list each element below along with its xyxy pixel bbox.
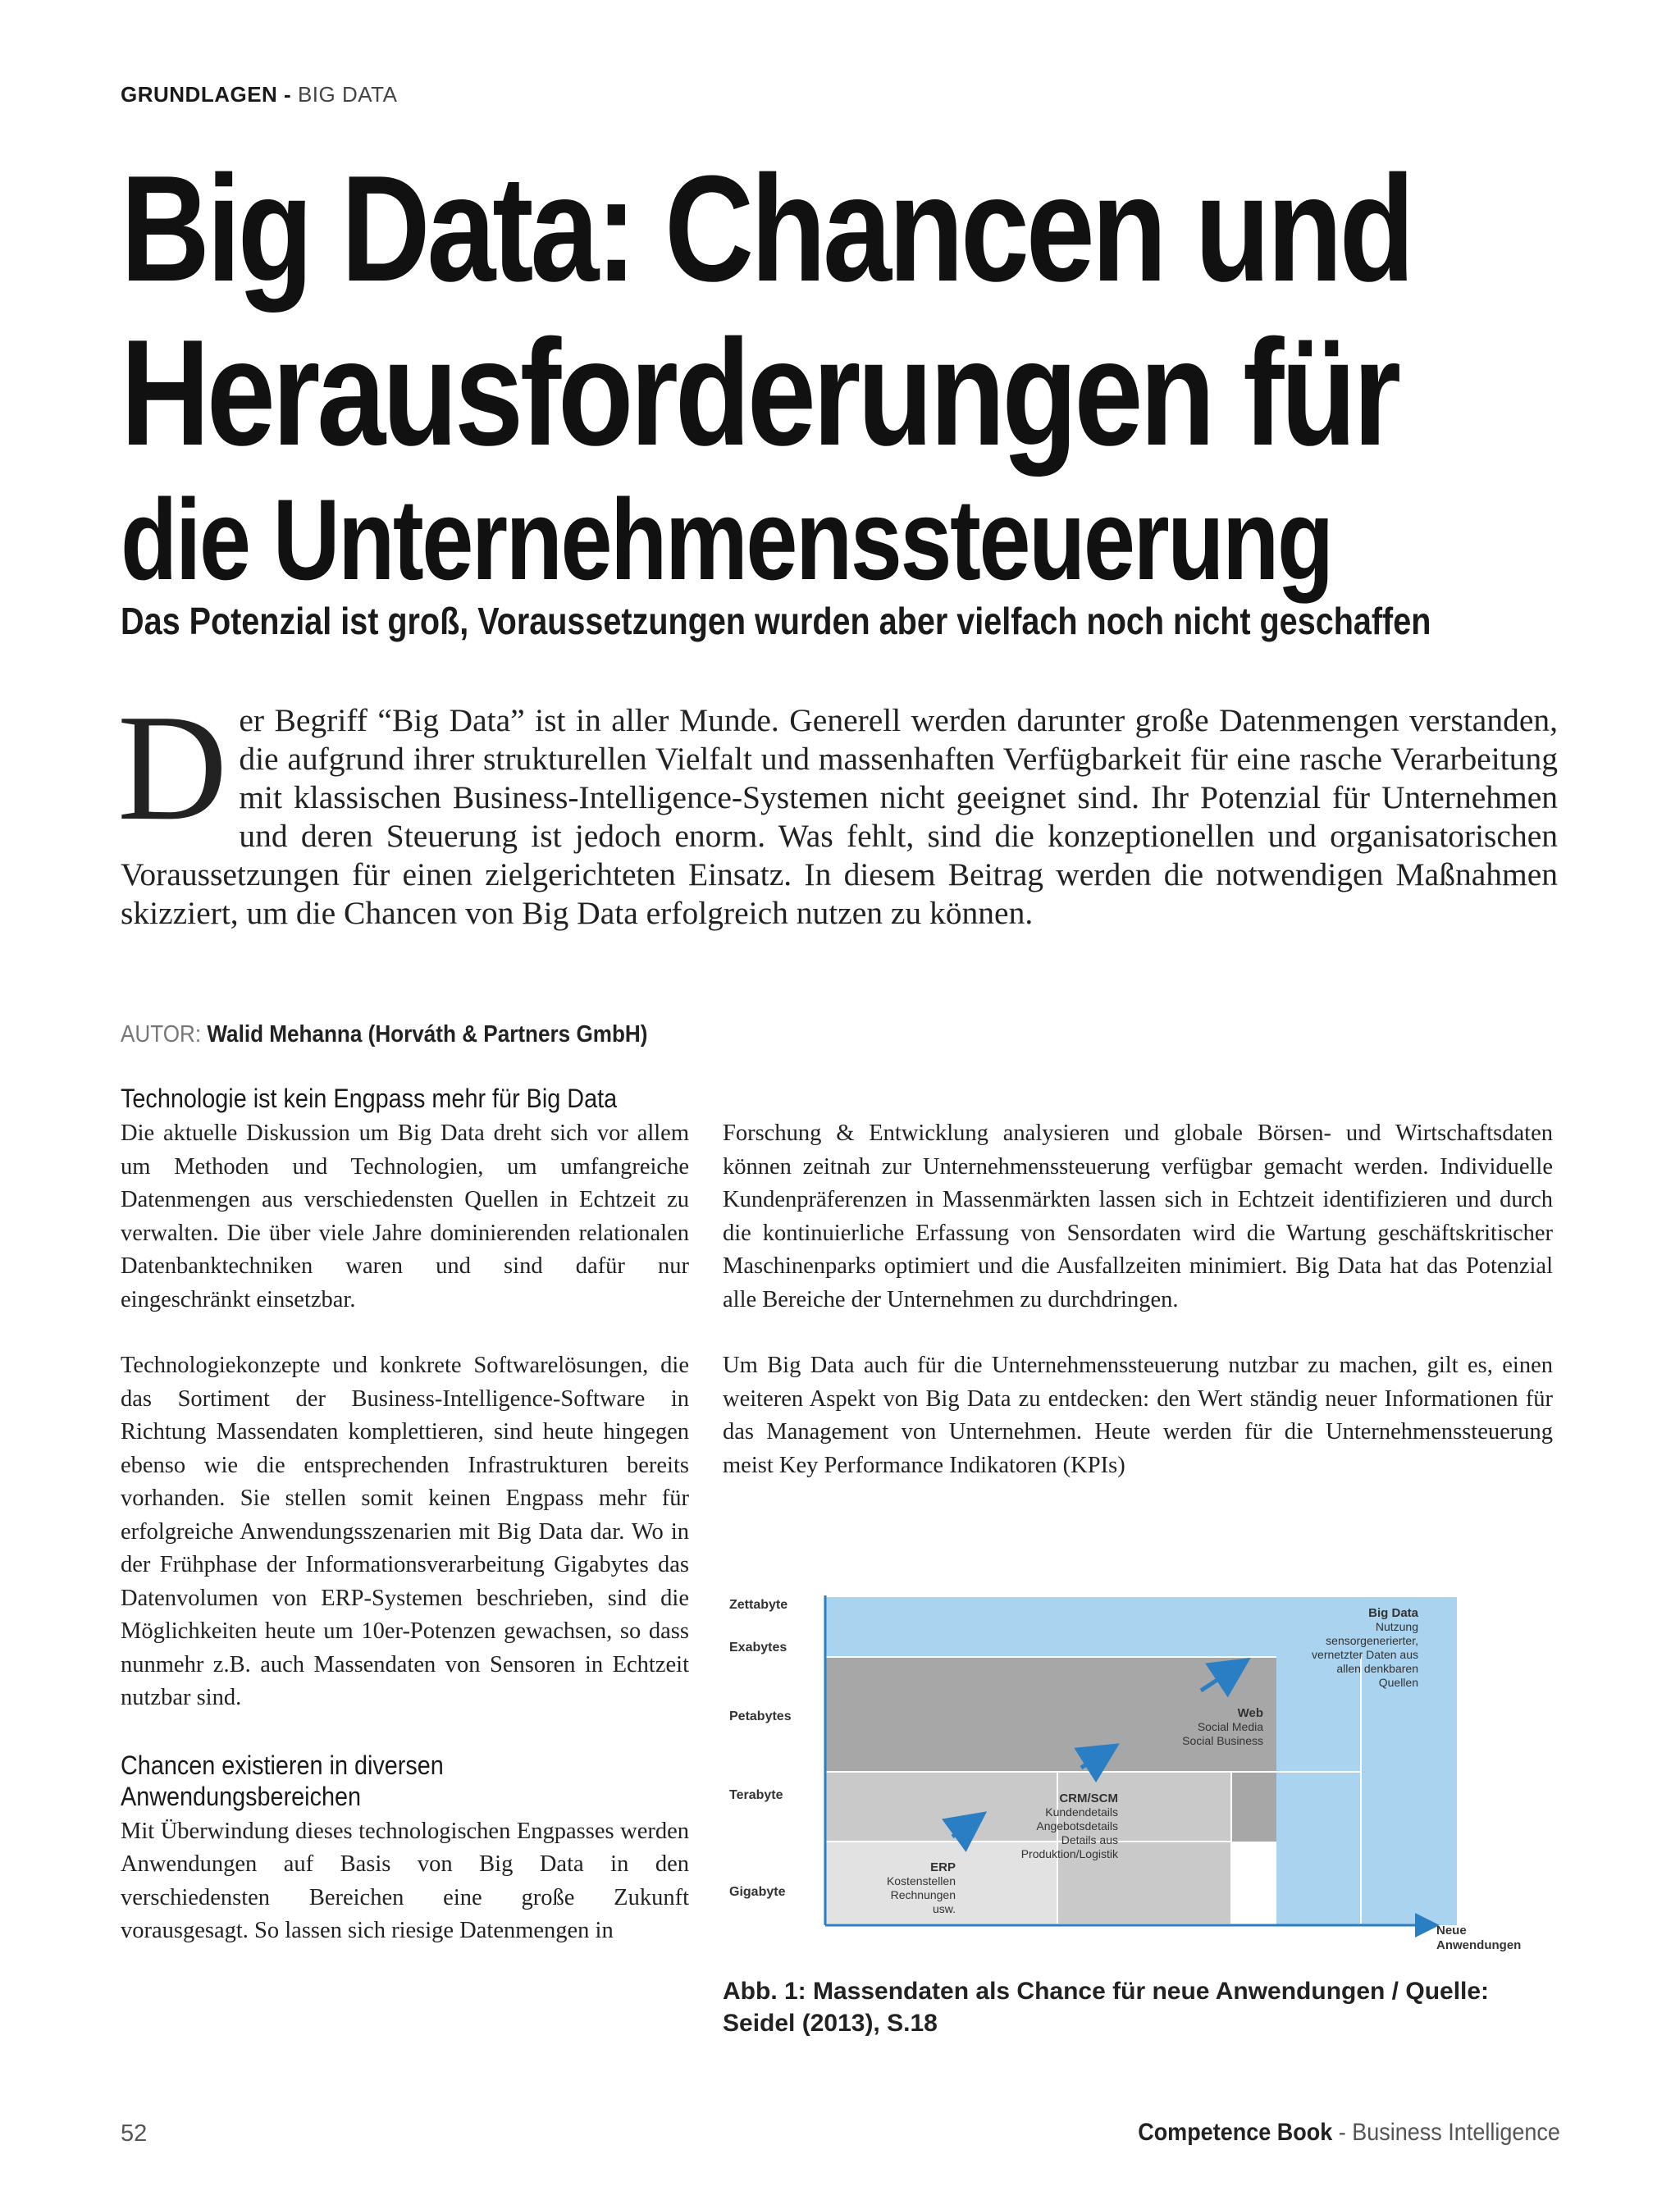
y-label-gigabyte: Gigabyte: [729, 1885, 786, 1899]
footer-book: Competence Book: [1138, 2119, 1333, 2146]
erp-line-1: Kostenstellen: [886, 1874, 956, 1887]
paragraph-technology-2: Technologiekonzepte und konkrete Softwarelösungen, die das Sortiment der Business-Intelligence-Software in Richtung Massendaten komplettieren, sind heute hingegen ebenso wie die entsprechenden Infrastrukturen bereits vorhanden. Sie stellen somit keinen Engpass mehr für erfolgreiche Anwendungsszenarien mit Big Data dar. Wo in der Frühphase der Informationsverarbeitung Gigabytes das Datenvolumen von ERP-Systemen beschrieben, sind die Möglichkeiten heute um 10er-Potenzen gewachsen, so dass nunmehr z.B. auch Massendaten von Sensoren in Echtzeit nutzbar sind.: [121, 1353, 689, 1710]
lead-paragraph: [117, 683, 1558, 933]
author-label: AUTOR:: [121, 1021, 208, 1048]
article-title: [121, 146, 1564, 605]
figure-caption: Abb. 1: Massendaten als Chance für neue Anwendungen / Quelle: Seidel (2013), S.18: [723, 1978, 1490, 2037]
x-label-line-2: Anwendungen: [1436, 1938, 1522, 1952]
footer-topic: Business Intelligence: [1352, 2119, 1560, 2146]
erp-title: ERP: [930, 1860, 956, 1874]
y-label-exabytes: Exabytes: [729, 1641, 788, 1655]
web-title: Web: [1237, 1706, 1263, 1720]
erp-line-3: usw.: [932, 1902, 956, 1915]
section-label-light: BIG DATA: [297, 82, 398, 107]
block-top-band: [825, 1597, 1276, 1657]
page-number: 52: [121, 2120, 148, 2147]
paragraph-technology-1: Die aktuelle Diskussion um Big Data dreht sich vor allem um Methoden und Technologien, um umfangreiche Datenmengen aus verschiedensten Quellen in Echtzeit zu verwalten. Die über viele Jahre dominierenden relationalen Datenbanktechniken waren und sind dafür nur eingeschränkt einsetzbar.: [121, 1121, 689, 1312]
crm-line-3: Details aus: [1061, 1833, 1118, 1846]
y-label-zettabyte: Zettabyte: [729, 1598, 788, 1612]
erp-line-2: Rechnungen: [890, 1888, 956, 1901]
crm-line-2: Angebotsdetails: [1036, 1819, 1118, 1833]
section-label: [121, 82, 397, 107]
footer-title: [1138, 2119, 1560, 2147]
article-subtitle: Das Potenzial ist groß, Voraussetzungen wurden aber vielfach noch nicht geschaffen: [121, 600, 1431, 642]
lead-text: er Begriff “Big Data” ist in aller Munde. Generell werden darunter große Datenmengen verstanden, die aufgrund ihrer strukturellen Vielfalt und massenhaften Verfügbarkeit für eine rasche Verarbeitung mit klassischen Business-Intelligence-Systemen nicht geeignet sind. Ihr Potenzial für Unternehmen und deren Steuerung ist jedoch enorm. Was fehlt, sind die konzeptionellen und organisatorischen Voraussetzungen für einen zielgerichteten Einsatz. In diesem Beitrag werden die notwendigen Maßnahmen skizziert, um die Chancen von Big Data erfolgreich nutzen zu können.: [121, 702, 1558, 931]
right-column: [723, 1117, 1553, 1482]
section-heading-technology: Technologie ist kein Engpass mehr für Big Data: [121, 1084, 618, 1113]
bigdata-line-5: Quellen: [1378, 1676, 1418, 1689]
paragraph-research: Forschung & Entwicklung analysieren und globale Börsen- und Wirtschaftsdaten können zeitnah zur Unternehmenssteuerung verfügbar gemacht werden. Individuelle Kundenpräferenzen in Massenmärkten lassen sich in Echtzeit identifizieren und durch die kontinuierliche Erfassung von Sensordaten wird die Wartung geschäftskritischer Maschinenparks optimiert und die Ausfallzeiten minimiert. Big Data hat das Potenzial alle Bereiche der Unternehmen zu durchdringen.: [723, 1121, 1553, 1312]
section-heading-chancen-line-2: Anwendungsbereichen: [121, 1781, 362, 1811]
section-heading-chancen-line-1: Chancen existieren in diversen: [121, 1750, 444, 1780]
web-line-1: Social Media: [1197, 1720, 1263, 1733]
title-line-1: Big Data: Chancen und: [121, 144, 1412, 313]
crm-line-1: Kundendetails: [1045, 1805, 1118, 1819]
bigdata-line-2: sensorgenerierter,: [1326, 1634, 1418, 1647]
bigdata-title: Big Data: [1368, 1606, 1418, 1620]
left-column: [121, 1083, 689, 1948]
paragraph-chancen: Mit Überwindung dieses technologischen Engpasses werden Anwendungen auf Basis von Big Data in den verschiedensten Bereichen eine große Zukunft vorausgesagt. So lassen sich riesige Datenmengen in: [121, 1818, 689, 1943]
crm-title: CRM/SCM: [1059, 1791, 1118, 1805]
section-label-strong: GRUNDLAGEN -: [121, 82, 298, 107]
author-name: Walid Mehanna (Horváth & Partners GmbH): [207, 1021, 648, 1048]
bigdata-line-1: Nutzung: [1375, 1620, 1418, 1633]
web-line-2: Social Business: [1182, 1734, 1263, 1747]
drop-cap: D: [117, 683, 228, 852]
bigdata-line-3: vernetzter Daten aus: [1312, 1648, 1418, 1661]
paragraph-management: Um Big Data auch für die Unternehmenssteuerung nutzbar zu machen, gilt es, einen weiteren Aspekt von Big Data zu entdecken: den Wert ständig neuer Informationen für das Management von Unternehmen. Heute werden für die Unternehmenssteuerung meist Key Performance Indikatoren (KPIs): [723, 1353, 1553, 1478]
crm-line-4: Produktion/Logistik: [1020, 1847, 1118, 1860]
author-line: [121, 1021, 647, 1048]
title-line-2: Herausforderungen für: [121, 308, 1399, 477]
figure-diagram: [723, 1579, 1553, 1965]
x-label-line-1: Neue: [1436, 1924, 1467, 1938]
y-label-terabyte: Terabyte: [729, 1788, 783, 1802]
y-label-petabytes: Petabytes: [729, 1709, 792, 1723]
footer-separator: -: [1332, 2119, 1353, 2146]
bigdata-line-4: allen denkbaren: [1336, 1662, 1418, 1675]
title-line-3: die Unternehmenssteuerung: [121, 475, 1332, 604]
figure-massendaten: [723, 1579, 1553, 1965]
